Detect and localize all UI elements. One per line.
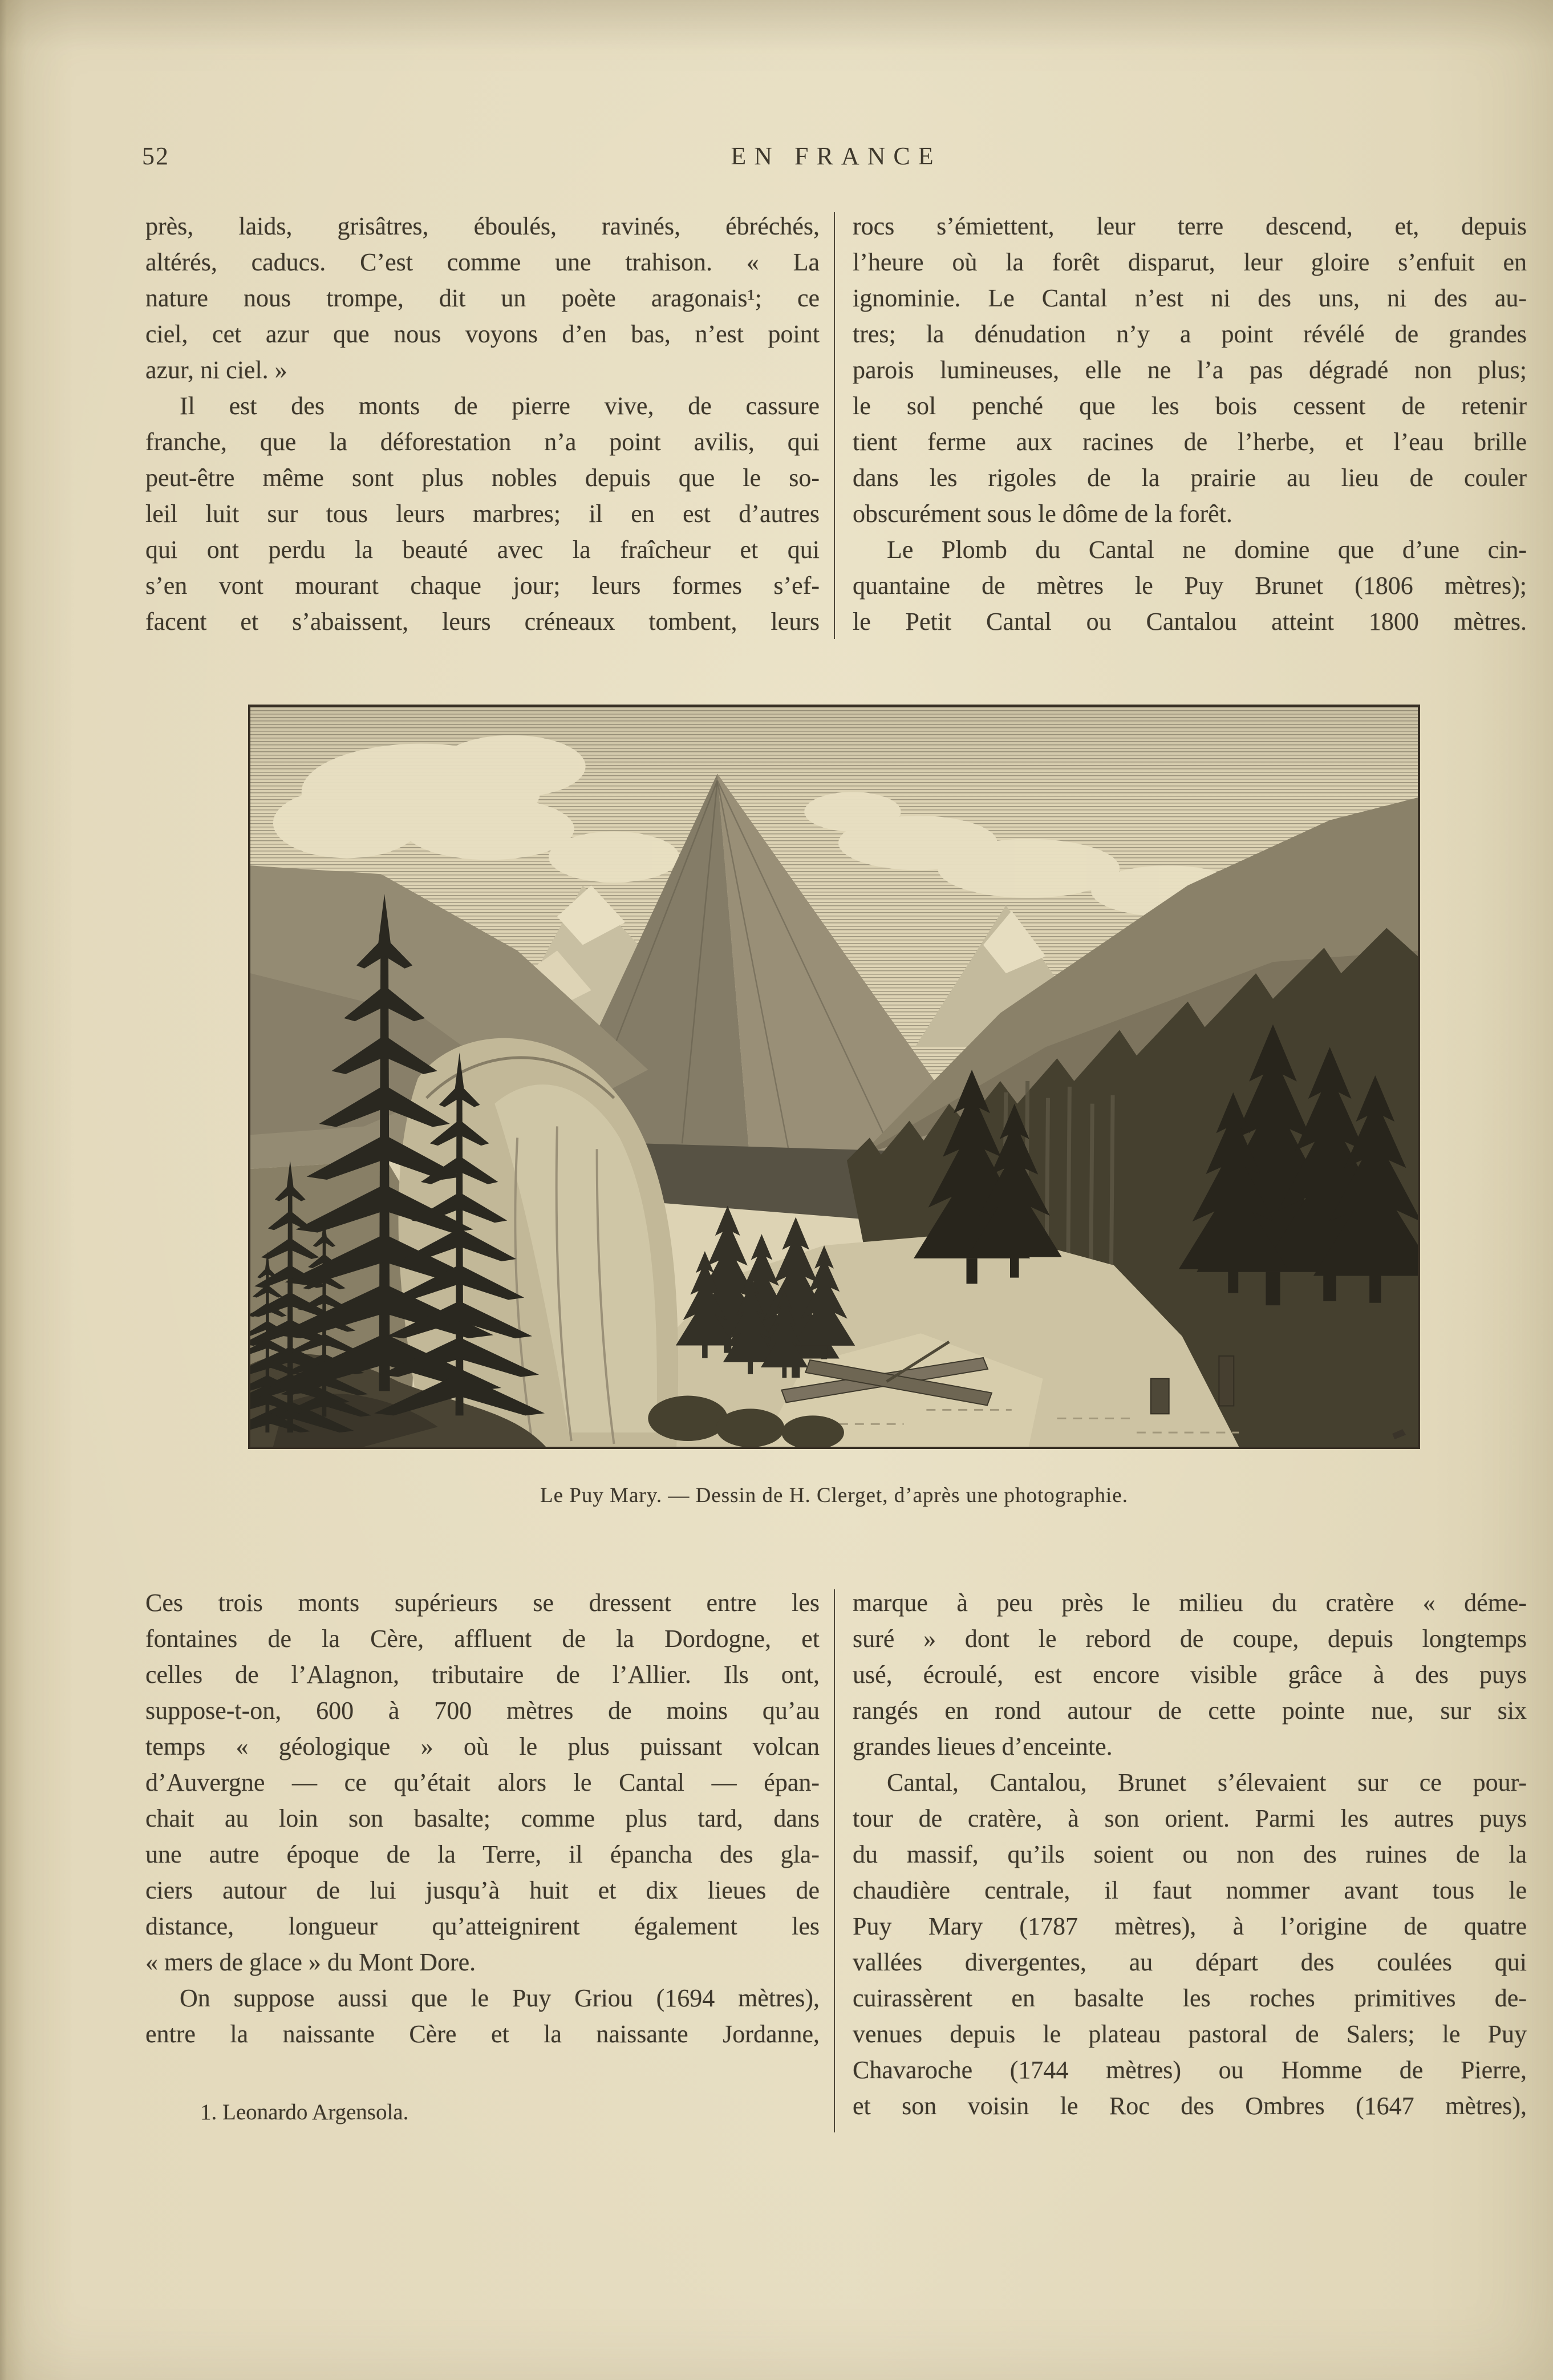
text-line: du massif, qu’ils soient ou non des ruines de la <box>853 1840 1527 1868</box>
text-line: celles de l’Alagnon, tributaire de l’Allier. Ils ont, <box>145 1661 820 1689</box>
text-line: Le Plomb du Cantal ne domine que d’une cin- <box>887 536 1527 564</box>
column-top-left <box>145 208 820 639</box>
column-bottom-right <box>853 1585 1527 2124</box>
text-line: près, laids, grisâtres, éboulés, ravinés, ébréchés, <box>145 212 820 240</box>
column-top-right <box>853 208 1527 639</box>
text-line: dans les rigoles de la prairie au lieu de couler <box>853 464 1527 492</box>
text-line: facent et s’abaissent, leurs créneaux tombent, leurs <box>145 608 820 636</box>
text-line: chait au loin son basalte; comme plus tard, dans <box>145 1804 820 1832</box>
text-line: parois lumineuses, elle ne l’a pas dégradé non plus; <box>853 356 1527 384</box>
column-divider-top <box>834 212 835 639</box>
page-number: 52 <box>142 142 169 170</box>
text-line: fontaines de la Cère, affluent de la Dordogne, et <box>145 1625 820 1653</box>
running-title: EN FRANCE <box>731 142 942 170</box>
illustration-caption: Le Puy Mary. — Dessin de H. Clerget, d’après une photographie. <box>540 1484 1128 1507</box>
text-line: On suppose aussi que le Puy Griou (1694 mètres), <box>180 1984 820 2012</box>
engraving-scene <box>250 707 1418 1447</box>
text-line: venues depuis le plateau pastoral de Salers; le Puy <box>853 2020 1527 2048</box>
text-line: Chavaroche (1744 mètres) ou Homme de Pierre, <box>853 2056 1527 2084</box>
text-line: usé, écroulé, est encore visible grâce à des puys <box>853 1661 1527 1689</box>
middle-conifers <box>676 1206 855 1378</box>
text-line: obscurément sous le dôme de la forêt. <box>853 500 1232 528</box>
text-line: Il est des monts de pierre vive, de cassure <box>180 392 820 420</box>
text-line: altérés, caducs. C’est comme une trahison. « La <box>145 248 820 276</box>
text-line: temps « géologique » où le plus puissant volcan <box>145 1733 820 1760</box>
text-line: tres; la dénudation n’y a point révélé de grandes <box>853 320 1527 348</box>
footnote: 1. Leonardo Argensola. <box>200 2100 409 2124</box>
column-bottom-left <box>145 1585 820 2052</box>
text-line: vallées divergentes, au départ des coulées qui <box>853 1948 1527 1976</box>
text-line: tient ferme aux racines de l’herbe, et l’eau brille <box>853 428 1527 456</box>
column-divider-bottom <box>834 1589 835 2132</box>
text-line: ignominie. Le Cantal n’est ni des uns, ni des au- <box>853 284 1527 312</box>
text-line: « mers de glace » du Mont Dore. <box>145 1948 476 1976</box>
text-line: qui ont perdu la beauté avec la fraîcheur et qui <box>145 536 820 564</box>
text-line: rocs s’émiettent, leur terre descend, et, depuis <box>853 212 1527 240</box>
text-line: Cantal, Cantalou, Brunet s’élevaient sur ce pour- <box>887 1768 1527 1796</box>
text-line: et son voisin le Roc des Ombres (1647 mètres), <box>853 2092 1527 2120</box>
text-line: le sol penché que les bois cessent de retenir <box>853 392 1527 420</box>
text-line: Ces trois monts supérieurs se dressent entre les <box>145 1589 820 1617</box>
text-line: s’en vont mourant chaque jour; leurs formes s’ef- <box>145 572 820 600</box>
engraving-puy-mary <box>248 705 1420 1449</box>
text-line: cuirassèrent en basalte les roches primitives de- <box>853 1984 1527 2012</box>
text-line: tour de cratère, à son orient. Parmi les autres puys <box>853 1804 1527 1832</box>
text-line: marque à peu près le milieu du cratère « déme- <box>853 1589 1527 1617</box>
text-line: le Petit Cantal ou Cantalou atteint 1800 mètres. <box>853 608 1527 636</box>
text-line: ciel, cet azur que nous voyons d’en bas, n’est point <box>145 320 820 348</box>
text-line: une autre époque de la Terre, il épancha des gla- <box>145 1840 820 1868</box>
text-line: l’heure où la forêt disparut, leur gloire s’enfuit en <box>853 248 1527 276</box>
text-line: distance, longueur qu’atteignirent également les <box>145 1912 820 1940</box>
text-line: d’Auvergne — ce qu’était alors le Cantal — épan- <box>145 1768 820 1796</box>
text-line: suppose-t-on, 600 à 700 mètres de moins qu’au <box>145 1697 820 1725</box>
text-line: chaudière centrale, il faut nommer avant tous le <box>853 1876 1527 1904</box>
text-line: ciers autour de lui jusqu’à huit et dix lieues de <box>145 1876 820 1904</box>
text-line: Puy Mary (1787 mètres), à l’origine de quatre <box>853 1912 1527 1940</box>
text-line: franche, que la déforestation n’a point avilis, qui <box>145 428 820 456</box>
text-line: azur, ni ciel. » <box>145 356 287 384</box>
text-line: nature nous trompe, dit un poète aragonais¹; ce <box>145 284 820 312</box>
text-line: quantaine de mètres le Puy Brunet (1806 mètres); <box>853 572 1527 600</box>
page-header <box>142 141 1527 176</box>
text-line: grandes lieues d’enceinte. <box>853 1733 1113 1760</box>
text-line: rangés en rond autour de cette pointe nue, sur six <box>853 1697 1527 1725</box>
text-line: entre la naissante Cère et la naissante Jordanne, <box>145 2020 820 2048</box>
text-line: leil luit sur tous leurs marbres; il en est d’autres <box>145 500 820 528</box>
text-line: peut-être même sont plus nobles depuis que le so- <box>145 464 820 492</box>
text-line: suré » dont le rebord de coupe, depuis longtemps <box>853 1625 1527 1653</box>
